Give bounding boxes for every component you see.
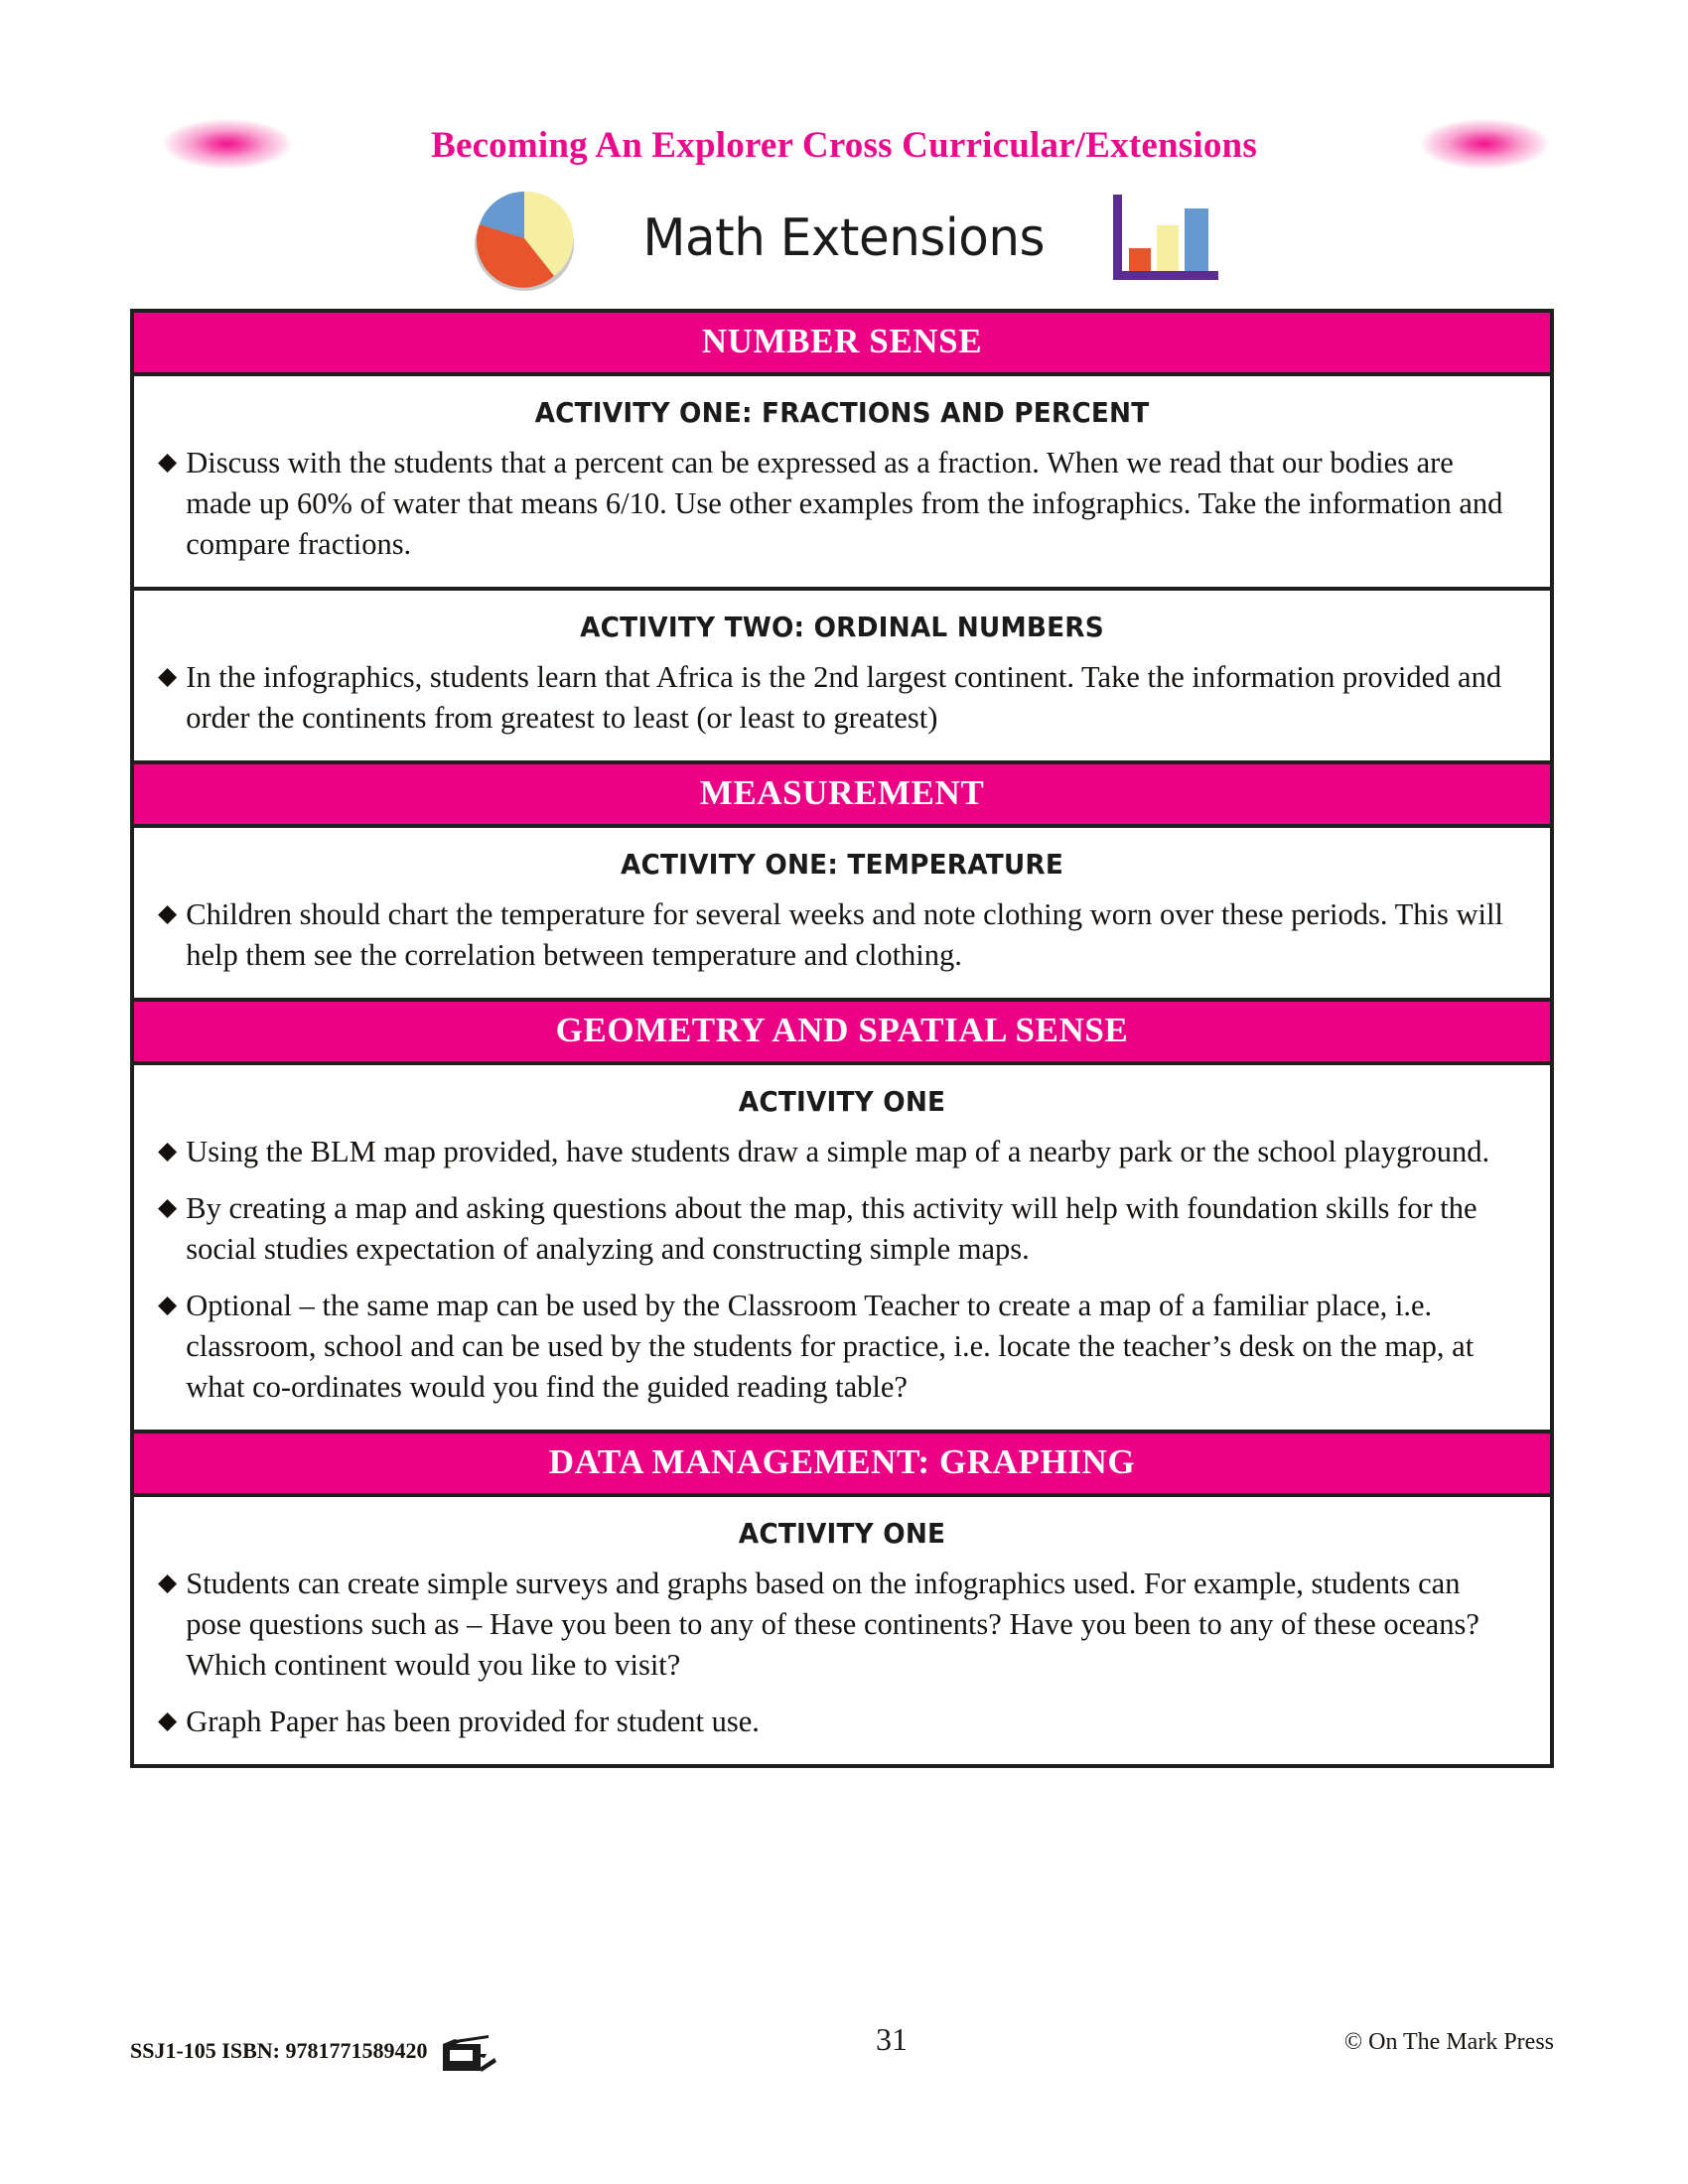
activity-heading: ACTIVITY ONE [738, 1085, 946, 1119]
activity-heading: ACTIVITY TWO: ORDINAL NUMBERS [580, 611, 1104, 644]
diamond-bullet-icon: ◆ [158, 900, 178, 928]
bullet-item [158, 894, 1520, 976]
diamond-bullet-icon: ◆ [158, 1707, 178, 1735]
bullet-item [158, 1702, 1520, 1742]
activity-body [134, 435, 1550, 587]
content-box [130, 309, 1554, 1768]
activity-body [134, 887, 1550, 998]
bullet-text: Optional – the same map can be used by the Classroom Teacher to create a map of a familiar place, i.e. classroom, school and can be used by the students for practice, i.e. locate the teacher’s desk on the map, at what co-ordinates would you find the guided reading table? [186, 1289, 1475, 1405]
bullet-text: Graph Paper has been provided for student use. [186, 1705, 760, 1739]
masthead-decoration-right [1400, 113, 1569, 175]
diamond-bullet-icon: ◆ [158, 449, 178, 476]
page-number: 31 [876, 2021, 908, 2057]
diamond-bullet-icon: ◆ [158, 663, 178, 691]
bullet-text: Using the BLM map provided, have students draw a simple map of a nearby park or the school playground. [186, 1135, 1490, 1169]
page-footer [130, 2021, 1554, 2069]
bullet-text: Students can create simple surveys and graphs based on the infographics used. For example, students can pose questions such as – Have you been to any of these continents? Have you been to any of these oceans? Which continent would you like to visit? [186, 1567, 1479, 1683]
diamond-bullet-icon: ◆ [158, 1194, 178, 1222]
section-band-number-sense: NUMBER SENSE [134, 313, 1550, 376]
bullet-text: By creating a map and asking questions about the map, this activity will help with foundation skills for the social studies expectation of analyzing and constructing simple maps. [186, 1191, 1477, 1267]
bullet-item [158, 657, 1520, 739]
activity-heading: ACTIVITY ONE [738, 1517, 946, 1551]
section-band-measurement: MEASUREMENT [134, 760, 1550, 828]
bar-chart-icon [1107, 189, 1226, 288]
footer-copyright: © On The Mark Press [1343, 2029, 1554, 2055]
bullet-item [158, 1188, 1520, 1270]
diamond-bullet-icon: ◆ [158, 1138, 178, 1165]
activity-body [134, 1556, 1550, 1764]
diamond-bullet-icon: ◆ [158, 1570, 178, 1597]
bullet-item [158, 1286, 1520, 1408]
bullet-text: Children should chart the temperature for several weeks and note clothing worn over these periods. This will help them see the correlation between temperature and clothing. [186, 897, 1503, 973]
activity-body [134, 649, 1550, 760]
footer-isbn-code: SSJ1-105 ISBN: 9781771589420 [130, 2038, 428, 2063]
bullet-item [158, 1564, 1520, 1686]
masthead-title: Becoming An Explorer Cross Curricular/Extensions [409, 124, 1279, 167]
bullet-text: In the infographics, students learn that Africa is the 2nd largest continent. Take the information provided and order the continents from greatest to least (or least to greatest) [186, 660, 1502, 736]
masthead-decoration-left [143, 113, 312, 175]
activity-heading: ACTIVITY ONE: TEMPERATURE [620, 848, 1064, 882]
pie-chart-icon [462, 183, 589, 294]
section-band-geometry: GEOMETRY AND SPATIAL SENSE [134, 998, 1550, 1065]
section-title: Math Extensions [642, 207, 1046, 268]
activity-body [134, 1124, 1550, 1430]
bullet-text: Discuss with the students that a percent can be expressed as a fraction. When we read that our bodies are made up 60% of water that means 6/10. Use other examples from the infographics. Take the information and compare fractions. [186, 446, 1503, 562]
diamond-bullet-icon: ◆ [158, 1292, 178, 1319]
section-title-row [0, 181, 1688, 295]
bullet-item [158, 1132, 1520, 1172]
bullet-item [158, 443, 1520, 565]
activity-heading: ACTIVITY ONE: FRACTIONS AND PERCENT [534, 396, 1150, 429]
section-band-data-management: DATA MANAGEMENT: GRAPHING [134, 1430, 1550, 1497]
